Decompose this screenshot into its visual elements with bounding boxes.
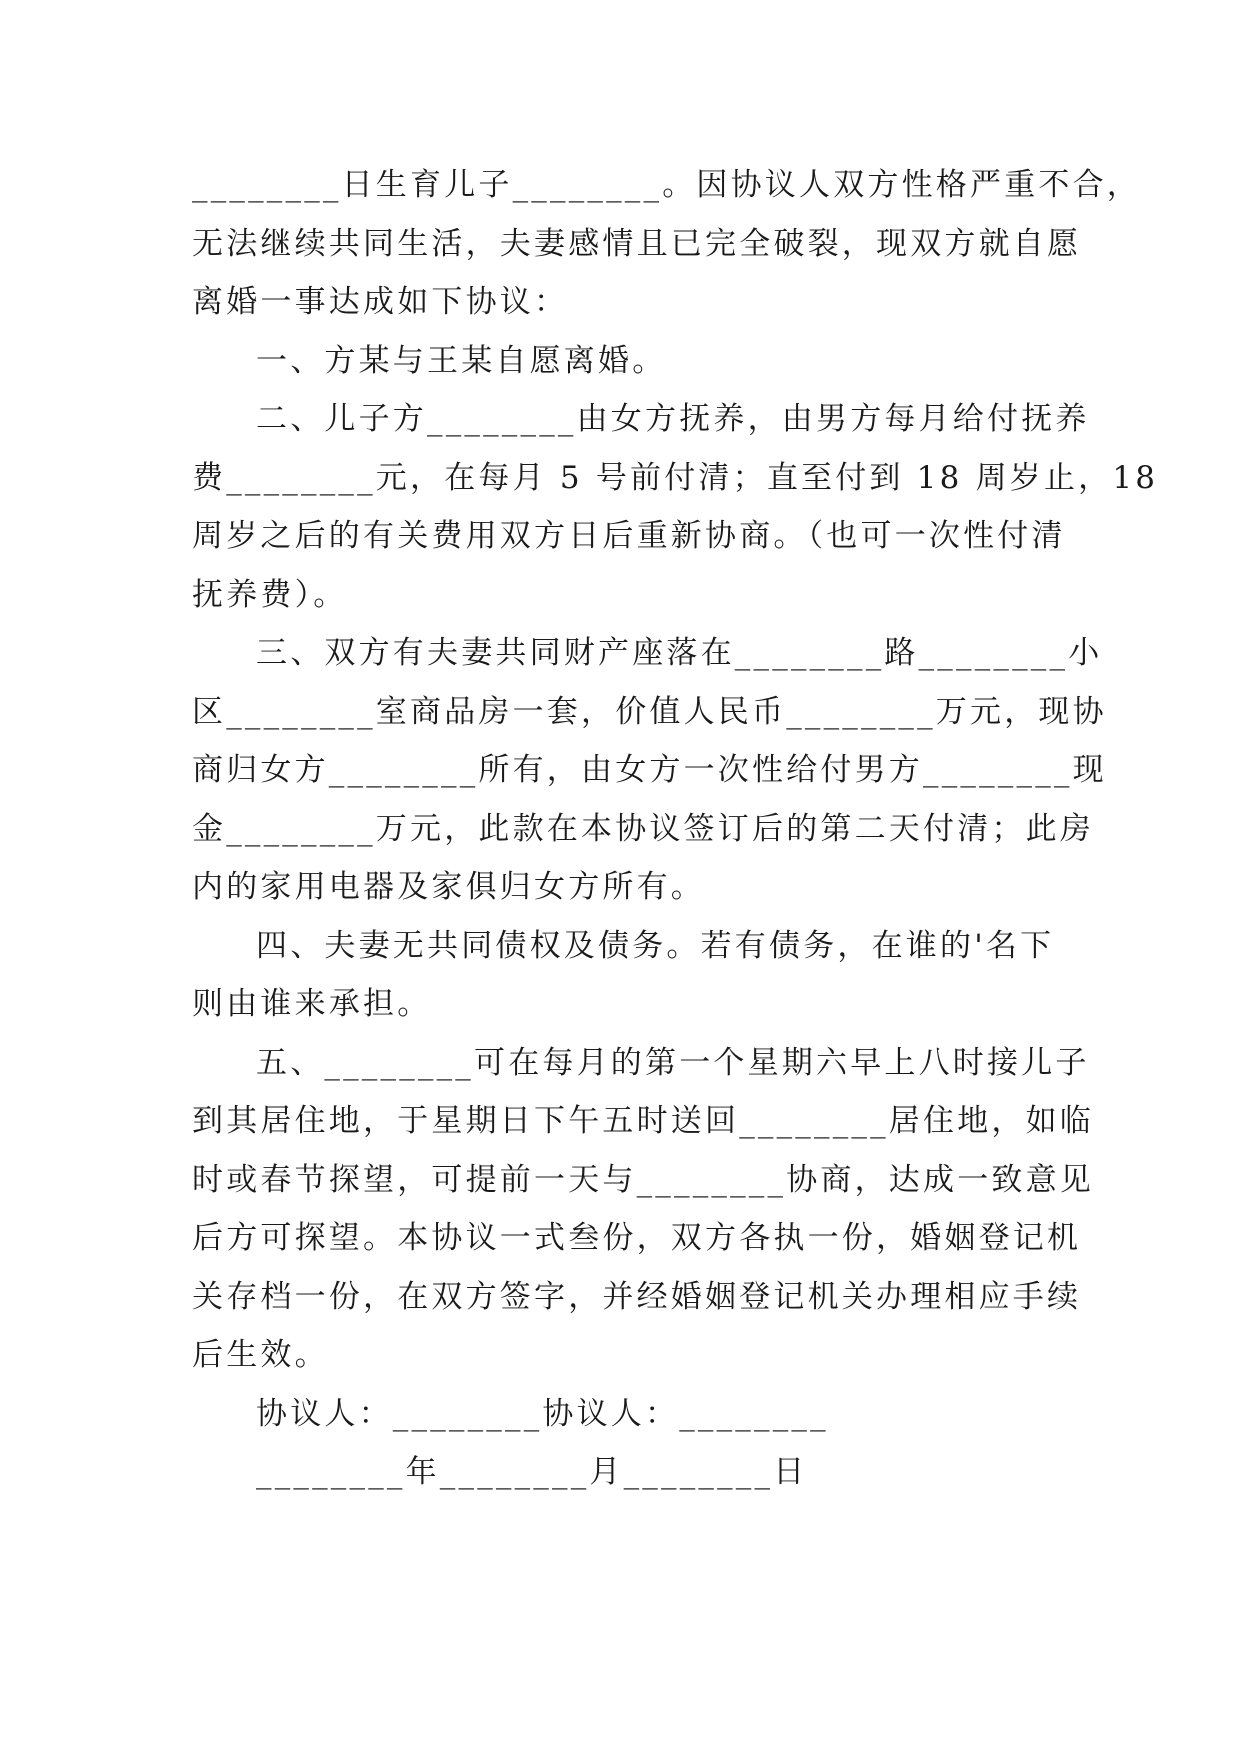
text-line: 抚养费）。 [192, 576, 348, 613]
date-line: ________年________月________日 [256, 1454, 808, 1490]
text-line: 费________元，在每月 5 号前付清；直至付到 18 周岁止，18 [192, 459, 1159, 496]
text-line: 则由谁来承担。 [192, 986, 432, 1022]
text-line: 金________万元，此款在本协议签订后的第二天付清；此房 [192, 810, 1094, 847]
text-line: 区________室商品房一套，价值人民币________万元，现协 [192, 693, 1107, 730]
text-line: 内的家用电器及家俱归女方所有。 [192, 869, 705, 905]
clause-one: 一、方某与王某自愿离婚。 [256, 342, 667, 379]
text-line: 商归女方________所有，由女方一次性给付男方________现 [192, 752, 1107, 788]
clause-three: 三、双方有夫妻共同财产座落在________路________小 [256, 635, 1103, 671]
text-line: 周岁之后的有关费用双方日后重新协商。（也可一次性付清 [192, 518, 1066, 554]
document-body [192, 156, 1159, 1502]
text-line: 时或春节探望，可提前一天与________协商，达成一致意见 [192, 1161, 1094, 1198]
text-line: 关存档一份，在双方签字，并经婚姻登记机关办理相应手续 [192, 1278, 1082, 1315]
signature-line: 协议人：________协议人：________ [256, 1395, 829, 1432]
clause-four: 四、夫妻无共同债权及债务。若有债务，在谁的'名下 [256, 927, 1055, 964]
clause-five: 五、________可在每月的第一个星期六早上八时接儿子 [256, 1044, 1090, 1081]
text-line: 无法继续共同生活，夫妻感情且已完全破裂，现双方就自愿 [192, 225, 1082, 262]
clause-two: 二、儿子方________由女方抚养，由男方每月给付抚养 [256, 401, 1090, 437]
text-line: 后生效。 [192, 1337, 329, 1373]
text-line: 后方可探望。本协议一式叁份，双方各执一份，婚姻登记机 [192, 1220, 1082, 1256]
text-line: ________日生育儿子________。因协议人双方性格严重不合， [192, 167, 1141, 203]
text-line: 离婚一事达成如下协议： [192, 284, 569, 320]
text-line: 到其居住地，于星期日下午五时送回________居住地，如临 [192, 1103, 1094, 1139]
